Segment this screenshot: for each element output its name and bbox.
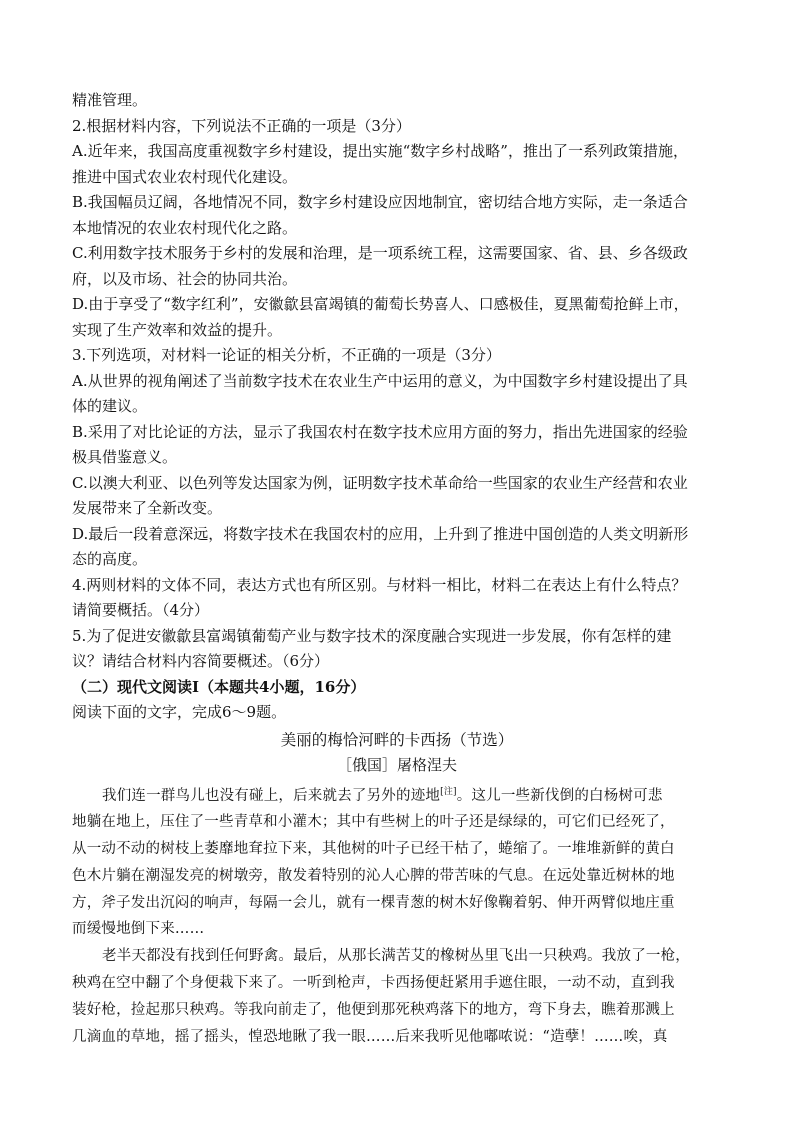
passage-text: 方，斧子发出沉闷的响声，每隔一会儿，就有一棵青葱的树木好像鞠着躬、伸开两臂似地庄重 xyxy=(72,894,675,911)
question-2-option-d: D.由于享受了“数字红利”，安徽歙县富竭镇的葡萄长势喜人、口感极佳，夏黑葡萄抢鲜上市， xyxy=(72,295,689,313)
question-2-stem: 2.根据材料内容，下列说法不正确的一项是（3分） xyxy=(72,116,411,135)
passage-text: 地躺在地上，压住了一些青草和小灌木；其中有些树上的叶子还是绿绿的，可它们已经死了， xyxy=(72,814,675,831)
document-page xyxy=(72,88,722,1050)
question-4-stem: 4.两则材料的文体不同，表达方式也有所区别。与材料一相比，材料二在表达上有什么特点？ xyxy=(72,575,687,594)
passage-paragraph-1 xyxy=(72,779,722,810)
section-heading: （二）现代文阅读Ⅰ（本题共4小题，16分） xyxy=(72,677,366,696)
passage-paragraph-2: 老半天都没有找到任何野禽。最后，从那长满苦艾的橡树丛里飞出一只秧鸡。我放了一枪， xyxy=(102,948,690,965)
text-line: 推进中国式农业农村现代化建设。 xyxy=(72,167,298,186)
passage-text: 几滴血的草地，摇了摇头，惶恐地瞅了我一眼……后来我听见他嘟哝说：“造孽！……唉，真 xyxy=(72,1028,668,1045)
text-line: 发展带来了全新改变。 xyxy=(72,499,223,517)
passage-text: 色木片躺在潮湿发亮的树墩旁，散发着特别的沁人心脾的带苦味的气息。在远处靠近树林的地 xyxy=(72,867,675,884)
passage-author: ［俄国］屠格涅夫 xyxy=(336,756,457,774)
text-line: 府，以及市场、社会的协同共治。 xyxy=(72,269,298,288)
question-3-option-c: C.以澳大利亚、以色列等发达国家为例，证明数字技术革命给一些国家的农业生产经营和农业 xyxy=(72,473,688,492)
question-2-option-c: C.利用数字技术服务于乡村的发展和治理，是一项系统工程，这需要国家、省、县、乡各级政 xyxy=(72,244,688,262)
text-line: 实现了生产效率和效益的提升。 xyxy=(72,320,283,339)
passage-text: 秧鸡在空中翻了个身便栽下来了。一听到枪声，卡西扬便赶紧用手遮住眼，一动不动，直到我 xyxy=(72,974,675,991)
question-2-option-b: B.我国幅员辽阔，各地情况不同，数字乡村建设应因地制宜，密切结合地方实际，走一条适合 xyxy=(72,193,688,211)
passage-text: 装好枪，捡起那只秧鸡。等我向前走了，他便到那死秧鸡落下的地方，弯下身去，瞧着那溅上 xyxy=(72,1001,675,1018)
passage-text: 我们连一群鸟儿也没有碰上，后来就去了另外的迹地 xyxy=(102,787,441,804)
question-3-stem: 3.下列选项，对材料一论证的相关分析，不正确的一项是（3分） xyxy=(72,346,501,364)
text-line: 体的建议。 xyxy=(72,397,148,415)
text-line: 本地情况的农业农村现代化之路。 xyxy=(72,218,298,237)
question-5-stem: 5.为了促进安徽歙县富竭镇葡萄产业与数字技术的深度融合实现进一步发展，你有怎样的建 xyxy=(72,626,672,645)
passage-text: 从一动不动的树枝上萎靡地耷拉下来，其他树的叶子已经干枯了，蜷缩了。一堆堆新鲜的黄白 xyxy=(72,840,675,857)
question-2-option-a: A.近年来，我国高度重视数字乡村建设，提出实施“数字乡村战略”，推出了一系列政策措施， xyxy=(72,142,688,160)
text-line: 精准管理。 xyxy=(72,91,148,109)
passage-text: 而缓慢地倒下来…… xyxy=(72,921,205,938)
text-line: 态的高度。 xyxy=(72,550,148,568)
question-3-option-b: B.采用了对比论证的方法，显示了我国农村在数字技术应用方面的努力，指出先进国家的经验 xyxy=(72,422,688,441)
passage-title: 美丽的梅恰河畔的卡西扬（节选） xyxy=(280,730,514,749)
text-line: 极具借鉴意义。 xyxy=(72,448,178,466)
passage-text: 。这儿一些新伐倒的白杨树可悲 xyxy=(456,787,663,804)
question-3-option-d: D.最后一段着意深远，将数字技术在我国农村的应用，上升到了推进中国创造的人类文明新形 xyxy=(72,524,689,543)
reading-instruction: 阅读下面的文字，完成6～9题。 xyxy=(72,703,287,721)
question-3-option-a: A.从世界的视角阐述了当前数字技术在农业生产中运用的意义，为中国数字乡村建设提出了具 xyxy=(72,371,688,390)
text-line: 议？请结合材料内容简要概述。（6分） xyxy=(72,652,330,670)
footnote-marker: [注] xyxy=(440,786,457,797)
text-line: 请简要概括。（4分） xyxy=(72,601,210,619)
